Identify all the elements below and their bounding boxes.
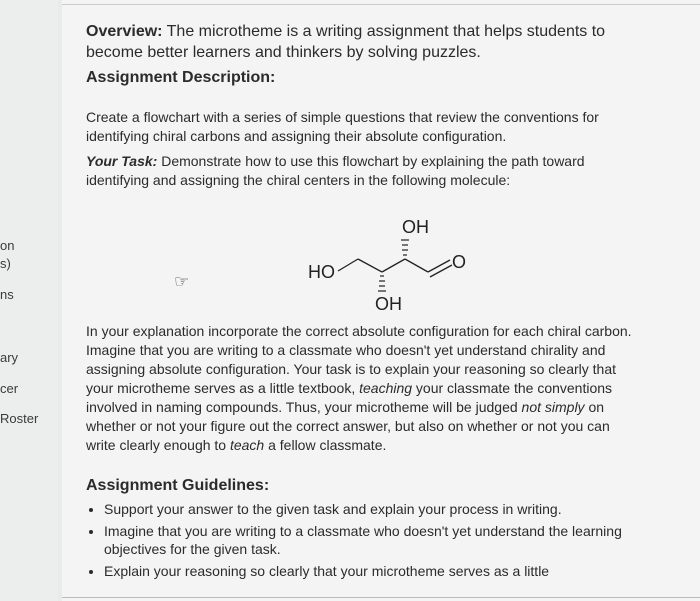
explanation-text-3: on whether or not your figure out the correct answer, but also on whether or not you can write clearly enough to xyxy=(86,399,610,453)
sidebar-fragment-roster[interactable]: Roster xyxy=(0,411,39,426)
divider xyxy=(62,4,700,5)
explanation-em-not-simply: not simply xyxy=(521,399,585,415)
guideline-item: • Support your answer to the given task and explain your process in writing. xyxy=(104,500,644,518)
wedge-up xyxy=(401,240,409,255)
molecule-bottom-oh: OH xyxy=(375,294,402,314)
sidebar-fragment-3[interactable]: ns xyxy=(0,287,14,302)
your-task-paragraph xyxy=(86,152,646,190)
bond-4 xyxy=(405,259,428,272)
bond-1 xyxy=(338,259,358,271)
molecule-right-o: O xyxy=(452,252,467,272)
sidebar-fragment-5[interactable]: cer xyxy=(0,381,19,396)
sidebar-fragment-4[interactable]: ary xyxy=(0,350,19,365)
sidebar-fragment-2[interactable]: s) xyxy=(0,256,11,271)
description-paragraph: Create a flowchart with a series of simple questions that review the conventions for identifying chiral carbons and assigning their absolute configuration. xyxy=(86,109,599,144)
sidebar-fragment-strip xyxy=(0,0,58,601)
overview-label: Overview: xyxy=(86,23,163,40)
bond-6 xyxy=(430,265,452,277)
molecule-left-ho: HO xyxy=(308,262,335,282)
explanation-paragraph xyxy=(86,322,634,455)
your-task-label: Your Task: xyxy=(86,153,158,169)
guidelines-list xyxy=(86,500,644,584)
wedge-down xyxy=(378,276,386,291)
explanation-text-4: a fellow classmate. xyxy=(264,437,387,453)
overview-text: The microtheme is a writing assignment that helps students to become better learners and thinkers by solving puzzles. xyxy=(86,23,606,61)
explanation-text-1: In your explanation incorporate the correct absolute configuration for each chiral carbon. Imagine that you are writing to a classmate who doesn't yet understand chirality and assigning absolute configuration. Your task is to explain your reasoning so clearly that your microtheme serves as a little textbook, xyxy=(86,323,632,396)
overview-paragraph xyxy=(86,21,656,63)
molecule-bonds xyxy=(338,259,452,277)
sidebar-fragment-1[interactable]: on xyxy=(0,238,15,253)
explanation-text-2: your classmate the conventions involved in naming compounds. Thus, your microtheme will be judged xyxy=(86,380,613,415)
bond-2 xyxy=(358,259,382,272)
explanation-em-teaching: teaching xyxy=(359,380,413,396)
molecule-structure xyxy=(290,205,490,320)
guideline-item: • Imagine that you are writing to a classmate who doesn't yet understand the learning objectives for the given task. xyxy=(104,522,644,558)
assignment-guidelines-heading: Assignment Guidelines: xyxy=(86,477,270,494)
guideline-item: • Explain your reasoning so clearly that your microtheme serves as a little xyxy=(104,562,644,580)
hand-cursor-icon: ☞ xyxy=(174,272,190,291)
divider xyxy=(62,597,700,598)
assignment-description-heading: Assignment Description: xyxy=(86,69,276,86)
your-task-text: Demonstrate how to use this flowchart by explaining the path toward identifying and assigning the chiral centers in the following molecule: xyxy=(86,153,585,188)
bond-3 xyxy=(382,259,405,272)
bond-5 xyxy=(428,260,450,272)
molecule-top-oh: OH xyxy=(402,217,429,237)
explanation-em-teach: teach xyxy=(229,437,265,453)
